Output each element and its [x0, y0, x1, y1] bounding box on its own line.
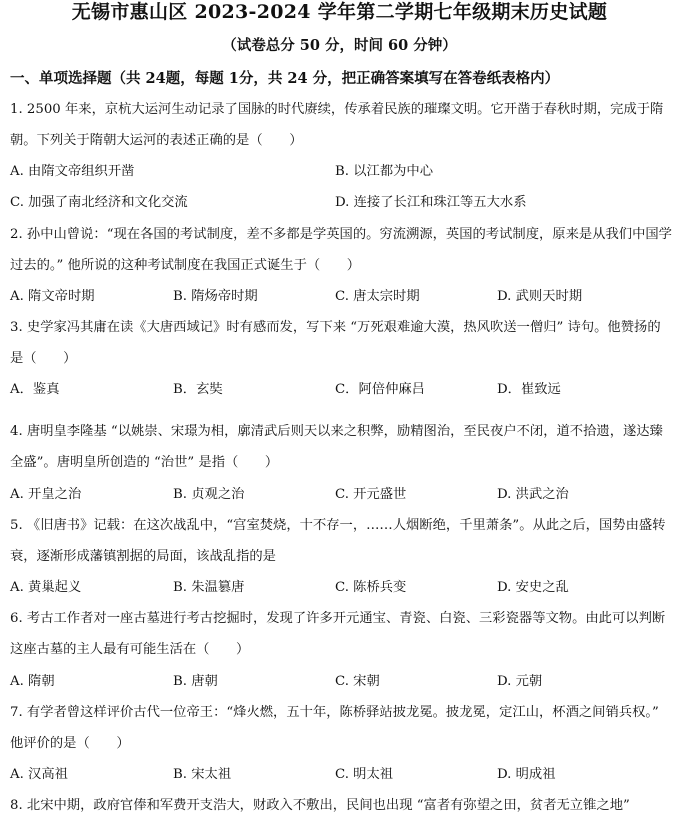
q1-option-a: A. 由隋文帝组织开凿 — [10, 164, 135, 179]
question-4-text: 4. 唐明皇李隆基 “以姚崇、宋璟为相，廓清武后则天以来之积弊，励精图治，至民夜户不闭，道不拾遗，遂达臻全盛”。唐明皇所创造的 “治世” 是指（ ） — [10, 424, 663, 470]
q3-option-c: C．阿倍仲麻吕 — [335, 382, 425, 397]
q1-option-d: D. 连接了长江和珠江等五大水系 — [335, 195, 527, 210]
q1-option-c: C. 加强了南北经济和文化交流 — [10, 195, 188, 210]
q3-option-b: B．玄奘 — [173, 382, 223, 397]
q6-option-c: C. 宋朝 — [335, 674, 380, 689]
q5-option-c: C. 陈桥兵变 — [335, 580, 407, 595]
exam-title: 无锡市惠山区 2023-2024 学年第二学期七年级期末历史试题 — [71, 1, 608, 23]
q5-option-d: D. 安史之乱 — [497, 580, 569, 595]
q4-option-b: B. 贞观之治 — [173, 487, 245, 502]
q4-option-d: D. 洪武之治 — [497, 487, 569, 502]
q5-option-b: B. 朱温篡唐 — [173, 580, 245, 595]
q7-option-c: C. 明太祖 — [335, 767, 394, 782]
q6-option-d: D. 元朝 — [497, 674, 543, 689]
question-5-text: 5. 《旧唐书》记载：在这次战乱中，“宫室焚烧，十不存一，……人烟断绝，千里萧条”。从此之后，国势由盛转衰，逐渐形成藩镇割据的局面，该战乱指的是 — [10, 518, 666, 564]
q6-option-b: B. 唐朝 — [173, 674, 218, 689]
q2-option-a: A. 隋文帝时期 — [10, 289, 95, 304]
question-3-text: 3. 史学家冯其庸在读《大唐西域记》时有感而发，写下来 “万死艰难逾大漠，热风吹送一僧归” 诗句。他赞扬的是（ ） — [10, 320, 661, 366]
q3-option-a: A．鉴真 — [10, 382, 60, 397]
q4-option-c: C. 开元盛世 — [335, 487, 407, 502]
q5-option-a: A. 黄巢起义 — [10, 580, 82, 595]
question-8-text: 8. 北宋中期，政府官俸和军费开支浩大，财政入不敷出，民间也出现 “富者有弥望之田，贫者无立锥之地” — [10, 798, 630, 813]
question-2-text: 2. 孙中山曾说：“现在各国的考试制度，差不多都是学英国的。穷流溯源，英国的考试制度，原来是从我们中国学过去的。” 他所说的这种考试制度在我国正式诞生于（ ） — [10, 227, 672, 273]
q2-option-b: B. 隋炀帝时期 — [173, 289, 258, 304]
q7-option-d: D. 明成祖 — [497, 767, 556, 782]
q3-option-d: D．崔致远 — [497, 382, 561, 397]
q6-option-a: A. 隋朝 — [10, 674, 55, 689]
question-7-text: 7. 有学者曾这样评价古代一位帝王：“烽火燃，五十年，陈桥驿站披龙冕。披龙冕，定江山，杯酒之间销兵权。” 他评价的是（ ） — [10, 705, 659, 751]
q7-option-a: A. 汉高祖 — [10, 767, 68, 782]
question-1-text: 1. 2500 年来，京杭大运河生动记录了国脉的时代赓续，传承着民族的璀璨文明。它开凿于春秋时期，完成于隋朝。下列关于隋朝大运河的表述正确的是（ ） — [10, 102, 664, 148]
q2-option-c: C. 唐太宗时期 — [335, 289, 420, 304]
exam-subtitle: （试卷总分 50 分，时间 60 分钟） — [222, 37, 457, 54]
q4-option-a: A. 开皇之治 — [10, 487, 82, 502]
q1-option-b: B. 以江都为中心 — [335, 164, 434, 179]
question-6-text: 6. 考古工作者对一座古墓进行考古挖掘时，发现了许多开元通宝、青瓷、白瓷、三彩瓷器等文物。由此可以判断这座古墓的主人最有可能生活在（ ） — [10, 611, 666, 657]
q2-option-d: D. 武则天时期 — [497, 289, 583, 304]
q7-option-b: B. 宋太祖 — [173, 767, 232, 782]
section-heading: 一、单项选择题（共 24题，每题 1分，共 24 分，把正确答案填写在答卷纸表格内） — [10, 70, 560, 87]
